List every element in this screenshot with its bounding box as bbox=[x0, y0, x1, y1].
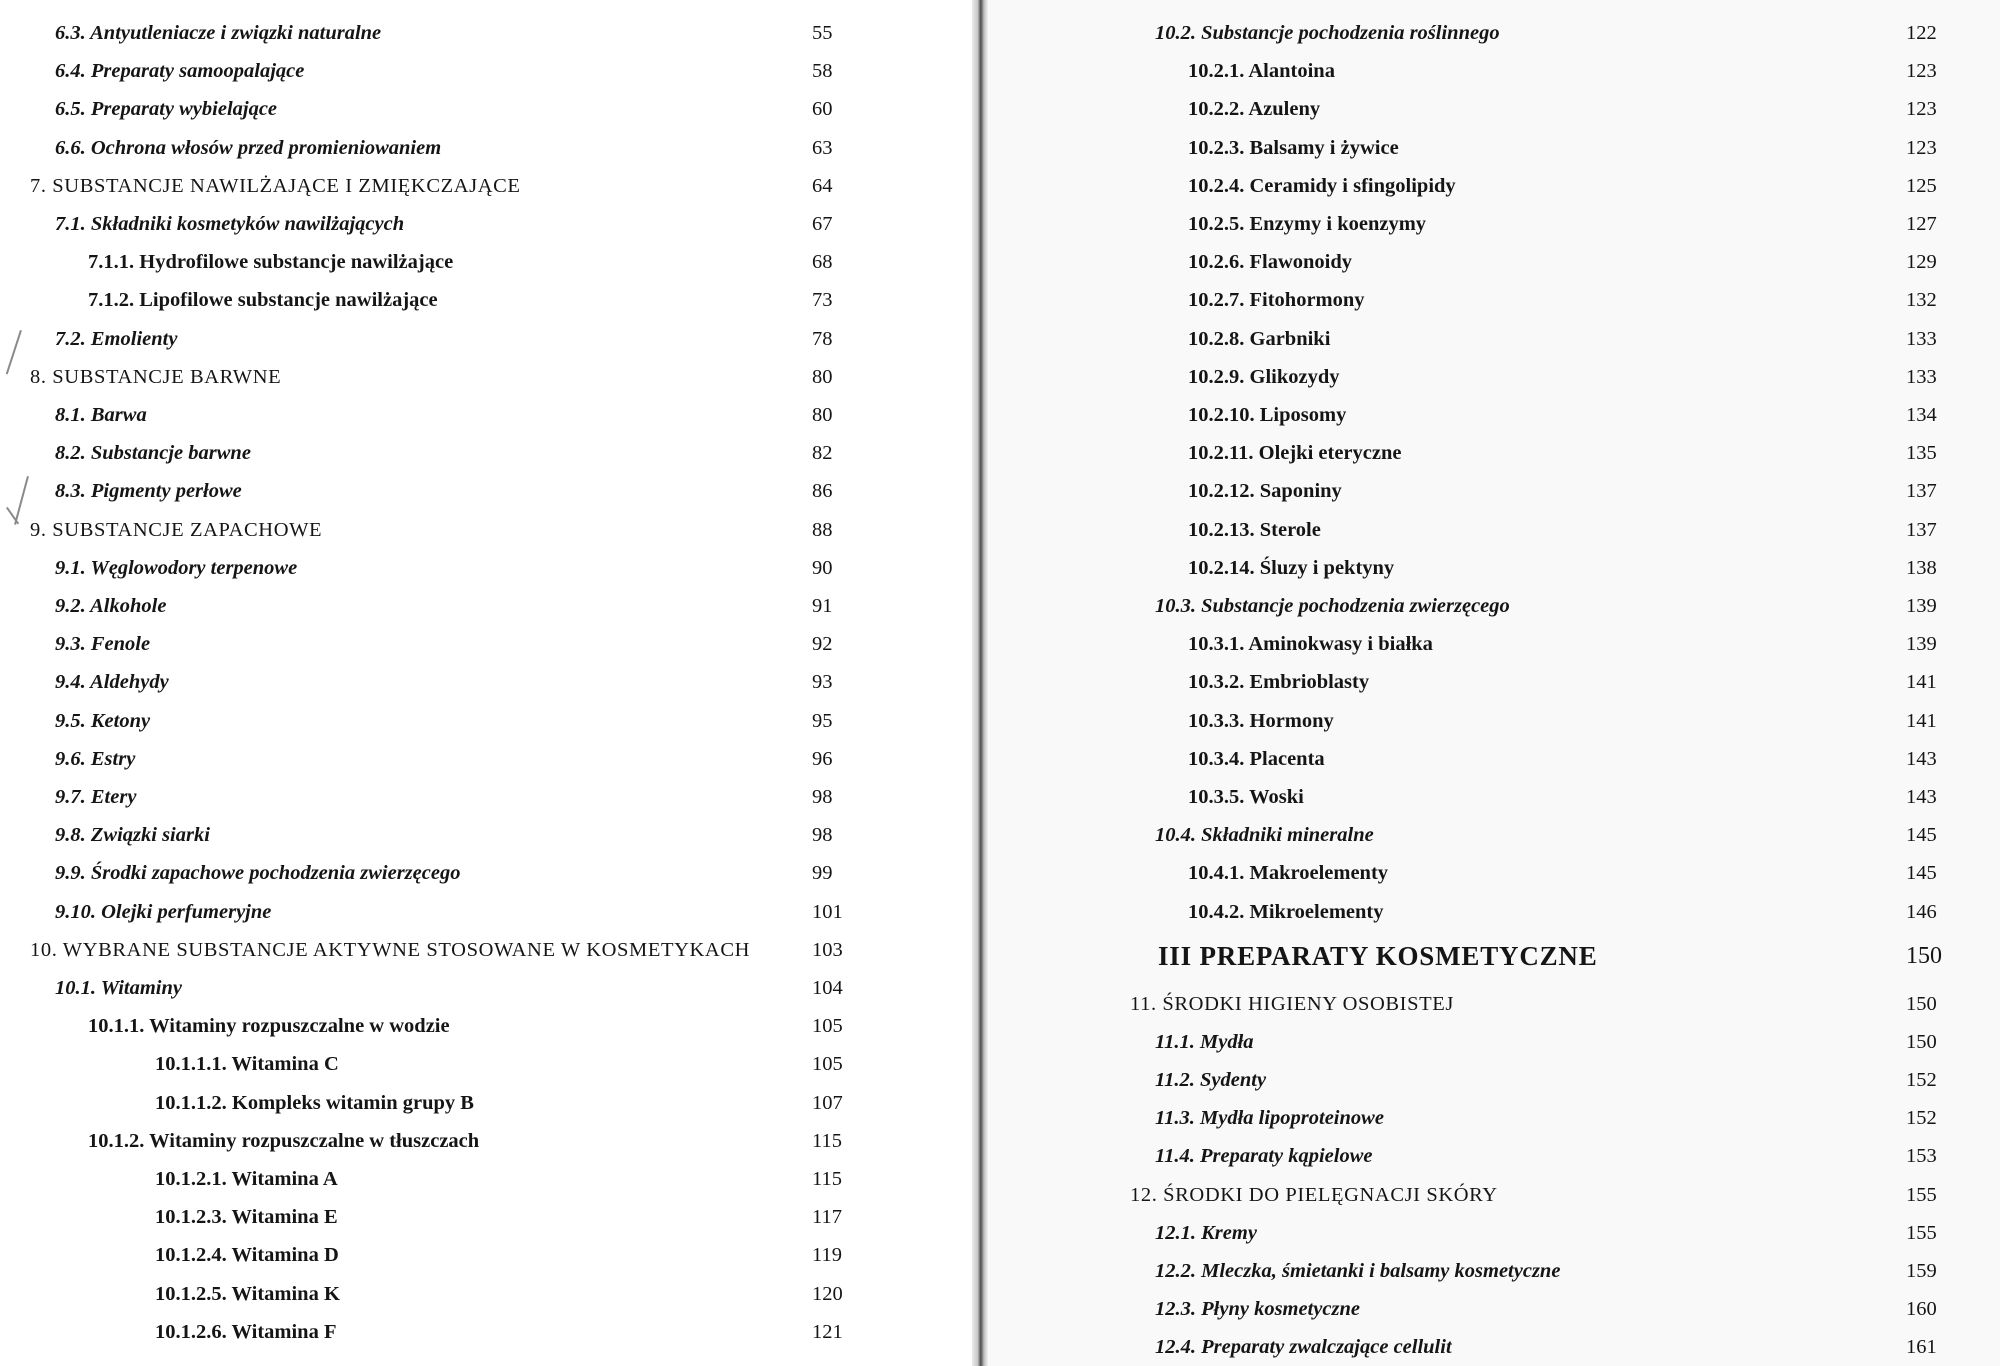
toc-entry[interactable] bbox=[988, 854, 1966, 892]
toc-entry[interactable] bbox=[0, 931, 872, 969]
toc-entry-title: 10.3.3. Hormony bbox=[1188, 709, 1334, 732]
toc-entry[interactable] bbox=[0, 90, 872, 128]
toc-entry-page-number: 121 bbox=[812, 1320, 843, 1343]
toc-entry-title: 7.1. Składniki kosmetyków nawilżających bbox=[55, 213, 405, 235]
toc-entry-title: 11. ŚRODKI HIGIENY OSOBISTEJ bbox=[1130, 993, 1454, 1015]
toc-entry[interactable] bbox=[0, 625, 872, 663]
toc-entry-title: 7.1.1. Hydrofilowe substancje nawilżające bbox=[88, 251, 454, 274]
toc-entry[interactable] bbox=[988, 778, 1966, 816]
toc-entry[interactable] bbox=[0, 1007, 872, 1045]
right-page bbox=[988, 0, 2000, 1366]
toc-entry-page-number: 58 bbox=[812, 60, 833, 83]
toc-entry[interactable] bbox=[988, 320, 1966, 358]
toc-entry-page-number: 86 bbox=[812, 480, 833, 503]
toc-entry[interactable] bbox=[0, 205, 872, 243]
toc-entry-page-number: 123 bbox=[1906, 136, 1937, 159]
toc-entry-page-number: 96 bbox=[812, 747, 833, 770]
toc-entry-page-number: 150 bbox=[1906, 943, 1942, 969]
toc-entry[interactable] bbox=[0, 663, 872, 701]
toc-entry-page-number: 90 bbox=[812, 556, 833, 579]
toc-entry-title: 10.2.3. Balsamy i żywice bbox=[1188, 136, 1399, 159]
toc-entry-page-number: 138 bbox=[1906, 556, 1937, 579]
toc-entry[interactable] bbox=[988, 1214, 1966, 1252]
toc-entry[interactable] bbox=[988, 1328, 1966, 1366]
toc-entry[interactable] bbox=[0, 1122, 872, 1160]
toc-entry-page-number: 160 bbox=[1906, 1297, 1937, 1320]
toc-entry-page-number: 95 bbox=[812, 709, 833, 732]
toc-entry[interactable] bbox=[0, 778, 872, 816]
toc-entry[interactable] bbox=[988, 702, 1966, 740]
toc-entry-page-number: 137 bbox=[1906, 480, 1937, 503]
toc-entry-page-number: 64 bbox=[812, 174, 833, 197]
toc-entry-title: 10.4.1. Makroelementy bbox=[1188, 862, 1389, 885]
toc-entry-page-number: 139 bbox=[1906, 595, 1937, 617]
toc-entry-page-number: 101 bbox=[812, 900, 843, 923]
toc-entry-page-number: 98 bbox=[812, 824, 833, 847]
toc-entry[interactable] bbox=[988, 625, 1966, 663]
toc-entry-title: 10.1.2.6. Witamina F bbox=[155, 1320, 337, 1343]
toc-entry-title: 10.1.1.1. Witamina C bbox=[155, 1053, 339, 1076]
toc-entry-page-number: 105 bbox=[812, 1015, 843, 1038]
toc-entry[interactable] bbox=[988, 1099, 1966, 1137]
toc-entry-title: 10.2.10. Liposomy bbox=[1188, 404, 1347, 426]
toc-entry-title: 12. ŚRODKI DO PIELĘGNACJI SKÓRY bbox=[1130, 1183, 1498, 1206]
toc-entry[interactable] bbox=[988, 472, 1966, 510]
toc-entry[interactable] bbox=[988, 358, 1966, 396]
toc-entry[interactable] bbox=[988, 396, 1966, 434]
toc-entry-page-number: 91 bbox=[812, 595, 833, 617]
toc-entry[interactable] bbox=[0, 129, 872, 167]
toc-entry-title: 9.8. Związki siarki bbox=[55, 824, 210, 847]
toc-entry-title: 10.1.2.3. Witamina E bbox=[155, 1206, 338, 1229]
toc-entry[interactable] bbox=[0, 396, 872, 434]
toc-entry[interactable] bbox=[988, 985, 1966, 1023]
toc-entry-title: 9.10. Olejki perfumeryjne bbox=[55, 900, 272, 923]
toc-entry-page-number: 150 bbox=[1906, 993, 1937, 1015]
toc-entry-page-number: 105 bbox=[812, 1053, 843, 1076]
toc-entry-page-number: 99 bbox=[812, 862, 833, 885]
toc-entry[interactable] bbox=[988, 14, 1966, 52]
toc-entry[interactable] bbox=[988, 1137, 1966, 1175]
toc-entry[interactable] bbox=[0, 1198, 872, 1236]
toc-entry-page-number: 145 bbox=[1906, 824, 1937, 847]
toc-entry-page-number: 120 bbox=[812, 1282, 843, 1305]
toc-entry-page-number: 152 bbox=[1906, 1107, 1937, 1130]
toc-entry-title: 10.1.2.1. Witamina A bbox=[155, 1168, 338, 1190]
toc-entry[interactable] bbox=[988, 167, 1966, 205]
toc-entry-page-number: 129 bbox=[1906, 251, 1937, 274]
toc-entry-title: 7. SUBSTANCJE NAWILŻAJĄCE I ZMIĘKCZAJĄCE bbox=[30, 174, 521, 197]
toc-entry-title: 7.1.2. Lipofilowe substancje nawilżające bbox=[88, 289, 438, 312]
toc-entry[interactable] bbox=[988, 1290, 1966, 1328]
toc-entry-page-number: 155 bbox=[1906, 1221, 1937, 1244]
toc-entry[interactable] bbox=[0, 740, 872, 778]
toc-entry[interactable] bbox=[988, 1061, 1966, 1099]
toc-entry-title: 6.6. Ochrona włosów przed promieniowaniem bbox=[55, 136, 442, 159]
toc-entry-title: 10.3.2. Embrioblasty bbox=[1188, 671, 1370, 694]
toc-entry-title: 10.3. Substancje pochodzenia zwierzęcego bbox=[1155, 595, 1510, 617]
toc-entry[interactable] bbox=[0, 893, 872, 931]
toc-entry-title: 10.2.9. Glikozydy bbox=[1188, 365, 1340, 388]
toc-entry[interactable] bbox=[0, 969, 872, 1007]
toc-entry-title: 10.1. Witaminy bbox=[55, 977, 183, 999]
toc-entry-title: 10.2.2. Azuleny bbox=[1188, 98, 1321, 121]
toc-entry-page-number: 123 bbox=[1906, 60, 1937, 83]
toc-entry-title: 10.1.2. Witaminy rozpuszczalne w tłuszczach bbox=[88, 1129, 480, 1152]
toc-entry[interactable] bbox=[988, 1023, 1966, 1061]
toc-entry-page-number: 67 bbox=[812, 213, 833, 235]
toc-entry-title: 10.4. Składniki mineralne bbox=[1155, 824, 1374, 847]
toc-entry-page-number: 123 bbox=[1906, 98, 1937, 121]
toc-entry-title: 9.1. Węglowodory terpenowe bbox=[55, 556, 298, 579]
toc-entry-page-number: 117 bbox=[812, 1206, 842, 1229]
toc-entry-title: 9.3. Fenole bbox=[55, 633, 151, 656]
toc-entry[interactable] bbox=[0, 281, 872, 319]
toc-entry[interactable] bbox=[988, 205, 1966, 243]
toc-entry-title: 10.1.2.4. Witamina D bbox=[155, 1244, 339, 1267]
toc-entry[interactable] bbox=[0, 702, 872, 740]
toc-entry-title: 6.4. Preparaty samoopalające bbox=[55, 60, 305, 83]
toc-entry-page-number: 133 bbox=[1906, 365, 1937, 388]
toc-entry[interactable] bbox=[0, 320, 872, 358]
toc-entry-page-number: 150 bbox=[1906, 1031, 1937, 1054]
toc-entry[interactable] bbox=[0, 1045, 872, 1083]
toc-entry-page-number: 133 bbox=[1906, 327, 1937, 350]
toc-entry-title: 10.2. Substancje pochodzenia roślinnego bbox=[1155, 22, 1500, 44]
toc-entry-title: 10.2.7. Fitohormony bbox=[1188, 289, 1365, 312]
toc-entry-title: 11.3. Mydła lipoproteinowe bbox=[1155, 1107, 1384, 1130]
toc-entry[interactable] bbox=[0, 167, 872, 205]
toc-entry-title: 11.2. Sydenty bbox=[1155, 1069, 1267, 1092]
toc-entry[interactable] bbox=[0, 1236, 872, 1274]
toc-entry[interactable] bbox=[0, 854, 872, 892]
toc-entry-title: 9.9. Środki zapachowe pochodzenia zwierzęcego bbox=[55, 862, 461, 885]
toc-entry[interactable] bbox=[988, 243, 1966, 281]
toc-entry[interactable] bbox=[0, 434, 872, 472]
toc-entry-title: 12.1. Kremy bbox=[1155, 1221, 1257, 1244]
toc-entry-title: 10.2.8. Garbniki bbox=[1188, 327, 1331, 350]
toc-entry-page-number: 103 bbox=[812, 938, 843, 961]
toc-entry[interactable] bbox=[0, 14, 872, 52]
toc-entry-title: 12.3. Płyny kosmetyczne bbox=[1155, 1297, 1360, 1320]
toc-entry-page-number: 60 bbox=[812, 98, 833, 121]
toc-entry[interactable] bbox=[0, 52, 872, 90]
toc-entry-title: 8.2. Substancje barwne bbox=[55, 442, 251, 465]
toc-entry[interactable] bbox=[0, 1084, 872, 1122]
toc-entry-page-number: 115 bbox=[812, 1168, 842, 1190]
toc-entry-page-number: 137 bbox=[1906, 518, 1937, 541]
toc-entry-page-number: 143 bbox=[1906, 747, 1937, 770]
toc-entry-page-number: 98 bbox=[812, 786, 833, 808]
toc-entry-title: 8.1. Barwa bbox=[55, 404, 147, 426]
toc-entry-page-number: 141 bbox=[1906, 671, 1937, 694]
toc-entry[interactable] bbox=[988, 1176, 1966, 1214]
toc-entry-title: 10.3.4. Placenta bbox=[1188, 747, 1325, 770]
toc-entry[interactable] bbox=[988, 1252, 1966, 1290]
toc-entry-page-number: 122 bbox=[1906, 22, 1937, 44]
toc-entry-title: 10.2.4. Ceramidy i sfingolipidy bbox=[1188, 174, 1456, 197]
toc-entry-page-number: 68 bbox=[812, 251, 833, 274]
toc-entry[interactable] bbox=[0, 243, 872, 281]
toc-entry[interactable] bbox=[988, 816, 1966, 854]
toc-entry-title: 6.5. Preparaty wybielające bbox=[55, 98, 278, 121]
toc-entry[interactable] bbox=[988, 129, 1966, 167]
toc-entry[interactable] bbox=[988, 937, 1966, 975]
toc-entry-page-number: 139 bbox=[1906, 633, 1937, 656]
toc-entry[interactable] bbox=[988, 90, 1966, 128]
toc-entry-title: III PREPARATY KOSMETYCZNE bbox=[1158, 941, 1598, 971]
toc-entry-title: 11.4. Preparaty kąpielowe bbox=[1155, 1145, 1373, 1168]
toc-entry[interactable] bbox=[0, 472, 872, 510]
toc-entry[interactable] bbox=[988, 549, 1966, 587]
toc-entry-title: 9.4. Aldehydy bbox=[55, 671, 169, 694]
toc-entry-title: 7.2. Emolienty bbox=[55, 327, 178, 350]
toc-entry-title: 10.1.1. Witaminy rozpuszczalne w wodzie bbox=[88, 1015, 450, 1038]
toc-entry[interactable] bbox=[0, 549, 872, 587]
toc-entry-page-number: 146 bbox=[1906, 900, 1937, 923]
toc-entry-title: 9.6. Estry bbox=[55, 747, 136, 770]
toc-entry-title: 10.2.13. Sterole bbox=[1188, 518, 1321, 541]
toc-entry-page-number: 145 bbox=[1906, 862, 1937, 885]
toc-entry-page-number: 104 bbox=[812, 977, 843, 999]
toc-entry-page-number: 82 bbox=[812, 442, 833, 465]
book-spine bbox=[972, 0, 988, 1366]
toc-entry-page-number: 73 bbox=[812, 289, 833, 312]
toc-entry-page-number: 159 bbox=[1906, 1259, 1937, 1282]
toc-entry-title: 9.2. Alkohole bbox=[55, 595, 167, 617]
toc-entry[interactable] bbox=[988, 740, 1966, 778]
toc-entry-page-number: 153 bbox=[1906, 1145, 1937, 1168]
toc-entry-page-number: 80 bbox=[812, 365, 833, 388]
toc-entry-page-number: 135 bbox=[1906, 442, 1937, 465]
toc-entry[interactable] bbox=[988, 281, 1966, 319]
toc-entry[interactable] bbox=[0, 1160, 872, 1198]
toc-entry-page-number: 125 bbox=[1906, 174, 1937, 197]
toc-entry-page-number: 78 bbox=[812, 327, 833, 350]
toc-entry-page-number: 132 bbox=[1906, 289, 1937, 312]
toc-entry-page-number: 141 bbox=[1906, 709, 1937, 732]
toc-entry[interactable] bbox=[0, 358, 872, 396]
toc-entry-title: 8. SUBSTANCJE BARWNE bbox=[30, 365, 282, 388]
toc-entry-title: 10.2.12. Saponiny bbox=[1188, 480, 1342, 503]
toc-entry-title: 10.1.2.5. Witamina K bbox=[155, 1282, 340, 1305]
toc-entry-title: 8.3. Pigmenty perłowe bbox=[55, 480, 242, 503]
toc-entry-page-number: 88 bbox=[812, 518, 833, 541]
toc-entry-title: 9. SUBSTANCJE ZAPACHOWE bbox=[30, 518, 323, 541]
toc-entry[interactable] bbox=[0, 1313, 872, 1351]
toc-entry-title: 10.1.1.2. Kompleks witamin grupy B bbox=[155, 1091, 474, 1114]
toc-entry-page-number: 55 bbox=[812, 22, 833, 44]
toc-entry-title: 6.3. Antyutleniacze i związki naturalne bbox=[55, 22, 382, 44]
toc-entry[interactable] bbox=[988, 893, 1966, 931]
toc-entry-title: 10.2.11. Olejki eteryczne bbox=[1188, 442, 1402, 465]
toc-entry-page-number: 119 bbox=[812, 1244, 842, 1267]
toc-entry[interactable] bbox=[0, 1275, 872, 1313]
left-page bbox=[0, 0, 972, 1366]
toc-entry-page-number: 152 bbox=[1906, 1069, 1937, 1092]
toc-entry-page-number: 80 bbox=[812, 404, 833, 426]
toc-entry-title: 9.7. Etery bbox=[55, 786, 137, 808]
toc-entry-title: 11.1. Mydła bbox=[1155, 1031, 1254, 1054]
toc-entry-title: 10.2.1. Alantoina bbox=[1188, 60, 1335, 83]
toc-entry-page-number: 134 bbox=[1906, 404, 1937, 426]
toc-entry-title: 10.3.5. Woski bbox=[1188, 786, 1304, 808]
toc-entry-page-number: 93 bbox=[812, 671, 833, 694]
toc-entry-title: 12.4. Preparaty zwalczające cellulit bbox=[1155, 1335, 1452, 1358]
toc-entry-title: 12.2. Mleczka, śmietanki i balsamy kosmetyczne bbox=[1155, 1259, 1561, 1282]
toc-entry-title: 9.5. Ketony bbox=[55, 709, 151, 732]
toc-entry[interactable] bbox=[988, 511, 1966, 549]
toc-entry[interactable] bbox=[0, 816, 872, 854]
toc-entry-page-number: 63 bbox=[812, 136, 833, 159]
toc-entry[interactable] bbox=[988, 663, 1966, 701]
toc-entry-page-number: 107 bbox=[812, 1091, 843, 1114]
toc-entry-title: 10.2.5. Enzymy i koenzymy bbox=[1188, 213, 1427, 235]
toc-entry-title: 10. WYBRANE SUBSTANCJE AKTYWNE STOSOWANE W KOSMETYKACH bbox=[30, 938, 751, 961]
toc-entry-page-number: 127 bbox=[1906, 213, 1937, 235]
toc-entry-page-number: 92 bbox=[812, 633, 833, 656]
toc-entry[interactable] bbox=[988, 587, 1966, 625]
toc-entry[interactable] bbox=[988, 52, 1966, 90]
toc-entry-title: 10.4.2. Mikroelementy bbox=[1188, 900, 1384, 923]
toc-entry-page-number: 143 bbox=[1906, 786, 1937, 808]
toc-entry-title: 10.2.6. Flawonoidy bbox=[1188, 251, 1353, 274]
toc-entry-title: 10.2.14. Śluzy i pektyny bbox=[1188, 556, 1395, 579]
toc-entry-page-number: 161 bbox=[1906, 1335, 1937, 1358]
toc-entry-page-number: 155 bbox=[1906, 1183, 1937, 1206]
toc-entry[interactable] bbox=[0, 511, 872, 549]
toc-entry[interactable] bbox=[988, 434, 1966, 472]
toc-entry[interactable] bbox=[0, 587, 872, 625]
toc-entry-title: 10.3.1. Aminokwasy i białka bbox=[1188, 633, 1433, 656]
toc-entry-page-number: 115 bbox=[812, 1129, 842, 1152]
